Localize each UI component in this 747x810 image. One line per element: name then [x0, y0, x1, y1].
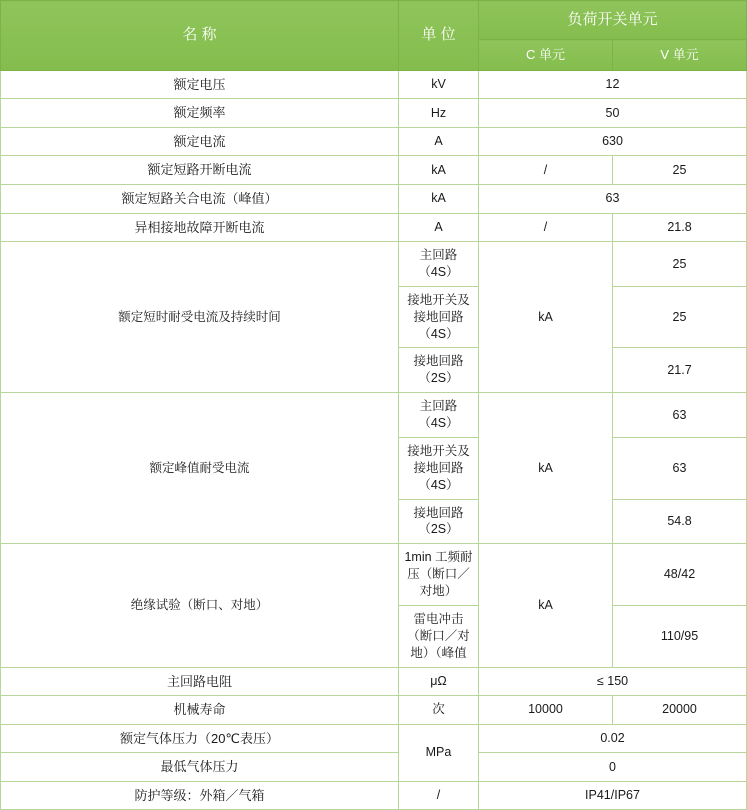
row-value: IP41/IP67	[479, 781, 747, 810]
group-label-rated-short-time: 额定短时耐受电流及持续时间	[1, 242, 399, 393]
table-row	[1, 213, 747, 242]
group-unit: kA	[479, 242, 613, 393]
row-value: 25	[613, 286, 747, 348]
row-value-c: 10000	[479, 696, 613, 725]
table-row	[1, 544, 747, 606]
group-unit: MPa	[399, 724, 479, 781]
group-label-insulation-test: 绝缘试验（断口、对地）	[1, 544, 399, 667]
table-row	[1, 393, 747, 438]
table-header	[1, 1, 747, 71]
group-unit: kA	[479, 393, 613, 544]
row-value: ≤ 150	[479, 667, 747, 696]
group-sub-label: 接地开关及接地回路（4S）	[399, 437, 479, 499]
row-value: 25	[613, 242, 747, 287]
row-value: 63	[613, 437, 747, 499]
row-value: 0	[479, 753, 747, 782]
row-unit: A	[399, 127, 479, 156]
row-label: 额定电流	[1, 127, 399, 156]
row-value: 0.02	[479, 724, 747, 753]
table-row	[1, 184, 747, 213]
row-label: 主回路电阻	[1, 667, 399, 696]
header-name: 名 称	[1, 1, 399, 71]
row-value: 54.8	[613, 499, 747, 544]
row-value: 12	[479, 70, 747, 99]
group-sub-label: 接地回路（2S）	[399, 348, 479, 393]
table-row	[1, 127, 747, 156]
row-value: 630	[479, 127, 747, 156]
row-value: 21.7	[613, 348, 747, 393]
row-label: 额定短路开断电流	[1, 156, 399, 185]
row-value-c: /	[479, 213, 613, 242]
row-value-c: /	[479, 156, 613, 185]
group-label-rated-peak: 额定峰值耐受电流	[1, 393, 399, 544]
table-row	[1, 753, 747, 782]
row-value: 63	[479, 184, 747, 213]
header-row-main	[1, 1, 747, 40]
row-label: 额定短路关合电流（峰值）	[1, 184, 399, 213]
row-value-v: 25	[613, 156, 747, 185]
group-sub-label: 接地回路（2S）	[399, 499, 479, 544]
row-value: 50	[479, 99, 747, 128]
table-row	[1, 781, 747, 810]
row-label: 额定气体压力（20℃表压）	[1, 724, 399, 753]
row-unit: kA	[399, 156, 479, 185]
header-c-unit: C 单元	[479, 40, 613, 71]
row-label: 机械寿命	[1, 696, 399, 725]
table-row	[1, 156, 747, 185]
header-group-load-switch-unit: 负荷开关单元	[479, 1, 747, 40]
row-unit: /	[399, 781, 479, 810]
table-row	[1, 696, 747, 725]
table-row	[1, 99, 747, 128]
row-unit: A	[399, 213, 479, 242]
row-value: 63	[613, 393, 747, 438]
row-unit: kA	[399, 184, 479, 213]
group-sub-label: 接地开关及接地回路（4S）	[399, 286, 479, 348]
row-value: 110/95	[613, 605, 747, 667]
row-value-v: 20000	[613, 696, 747, 725]
row-unit: kV	[399, 70, 479, 99]
row-label: 异相接地故障开断电流	[1, 213, 399, 242]
group-sub-label: 雷电冲击（断口／对地）（峰值	[399, 605, 479, 667]
header-v-unit: V 单元	[613, 40, 747, 71]
table-row	[1, 724, 747, 753]
table-body	[1, 70, 747, 810]
row-value-v: 21.8	[613, 213, 747, 242]
row-unit: Hz	[399, 99, 479, 128]
group-sub-label: 1min 工频耐压（断口／对地）	[399, 544, 479, 606]
table-row	[1, 667, 747, 696]
row-unit: μΩ	[399, 667, 479, 696]
table-row	[1, 70, 747, 99]
header-unit: 单 位	[399, 1, 479, 71]
group-unit: kA	[479, 544, 613, 667]
table-row	[1, 242, 747, 287]
row-unit: 次	[399, 696, 479, 725]
group-sub-label: 主回路（4S）	[399, 393, 479, 438]
group-sub-label: 主回路（4S）	[399, 242, 479, 287]
row-label: 额定电压	[1, 70, 399, 99]
row-label: 额定频率	[1, 99, 399, 128]
row-value: 48/42	[613, 544, 747, 606]
row-label: 防护等级：外箱／气箱	[1, 781, 399, 810]
row-label: 最低气体压力	[1, 753, 399, 782]
